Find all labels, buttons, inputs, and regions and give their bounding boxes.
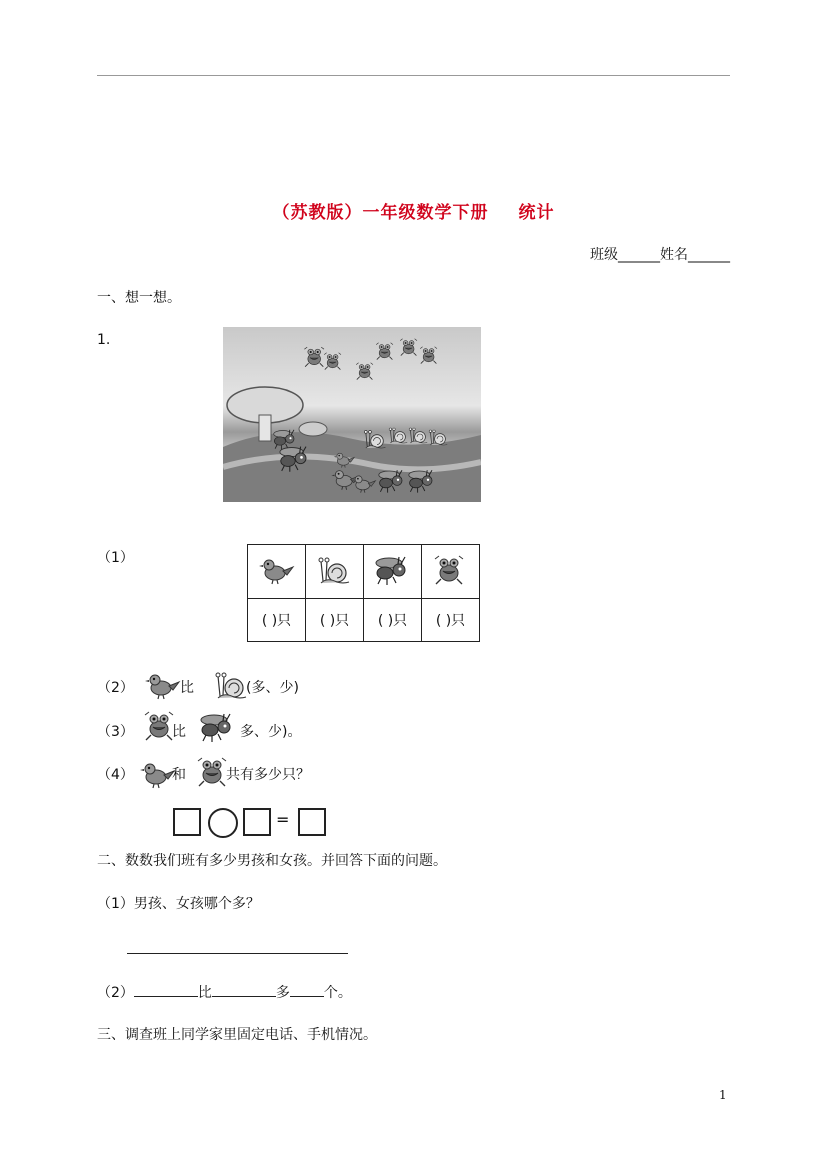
answer-box[interactable] <box>173 808 201 836</box>
sub4-label: （4） <box>97 767 134 783</box>
scene-picture <box>223 327 481 502</box>
table-cell <box>306 545 364 599</box>
operator-circle[interactable] <box>208 808 238 838</box>
ant-icon <box>375 553 411 587</box>
table-cell <box>248 545 306 599</box>
page-title <box>0 198 827 223</box>
title-topic: 统计 <box>518 203 555 223</box>
count-cell[interactable]: ( )只 <box>422 599 480 642</box>
section2-q1: （1）男孩、女孩哪个多？ <box>97 896 260 912</box>
blank-field[interactable] <box>212 982 276 997</box>
sub3-label: （3） <box>97 724 134 740</box>
blank-field[interactable] <box>134 982 198 997</box>
frog-icon <box>433 553 469 587</box>
sub4-and: 和 <box>172 767 186 783</box>
table-cell <box>422 545 480 599</box>
answer-box[interactable] <box>243 808 271 836</box>
answer-line[interactable] <box>127 953 348 954</box>
sub2-label: （2） <box>97 680 134 696</box>
sub4-tail: 共有多少只？ <box>226 767 310 783</box>
class-name-field: 班级______姓名______ <box>590 247 730 263</box>
snail-icon <box>214 668 250 702</box>
header-rule <box>97 75 730 76</box>
section1-heading: 一、想一想。 <box>97 290 181 306</box>
sub2-compare: 比 <box>180 680 194 696</box>
bird-icon <box>145 668 181 702</box>
ant-icon <box>198 710 238 744</box>
section2-q2 <box>97 982 352 1002</box>
q2-bi: 比 <box>197 985 212 1001</box>
count-cell[interactable]: ( )只 <box>364 599 422 642</box>
answer-box[interactable] <box>298 808 326 836</box>
count-cell[interactable]: ( )只 <box>248 599 306 642</box>
section2-heading: 二、数数我们班有多少男孩和女孩。并回答下面的问题。 <box>97 853 447 869</box>
equals-sign: = <box>276 810 290 829</box>
table-cell <box>364 545 422 599</box>
sub1-label: （1） <box>97 550 134 566</box>
q2-duo: 多 <box>275 985 290 1001</box>
title-main: （苏教版）一年级数学下册 <box>272 203 489 223</box>
snail-icon <box>317 553 353 587</box>
frog-icon <box>143 708 175 744</box>
q2-label: （2） <box>97 985 134 1001</box>
q1-label: 1. <box>97 332 111 348</box>
count-cell[interactable]: ( )只 <box>306 599 364 642</box>
blank-field[interactable] <box>290 982 324 997</box>
page-number: 1 <box>719 1088 727 1102</box>
q2-ge: 个。 <box>323 985 352 1001</box>
section3-heading: 三、调查班上同学家里固定电话、手机情况。 <box>97 1027 377 1043</box>
sub3-tail: 多、少)。 <box>240 724 302 740</box>
bird-icon <box>140 757 176 791</box>
bird-icon <box>259 553 295 587</box>
sub2-tail: (多、少) <box>246 680 299 696</box>
sub3-compare: 比 <box>172 724 186 740</box>
frog-icon <box>196 754 228 790</box>
count-table <box>247 544 480 642</box>
